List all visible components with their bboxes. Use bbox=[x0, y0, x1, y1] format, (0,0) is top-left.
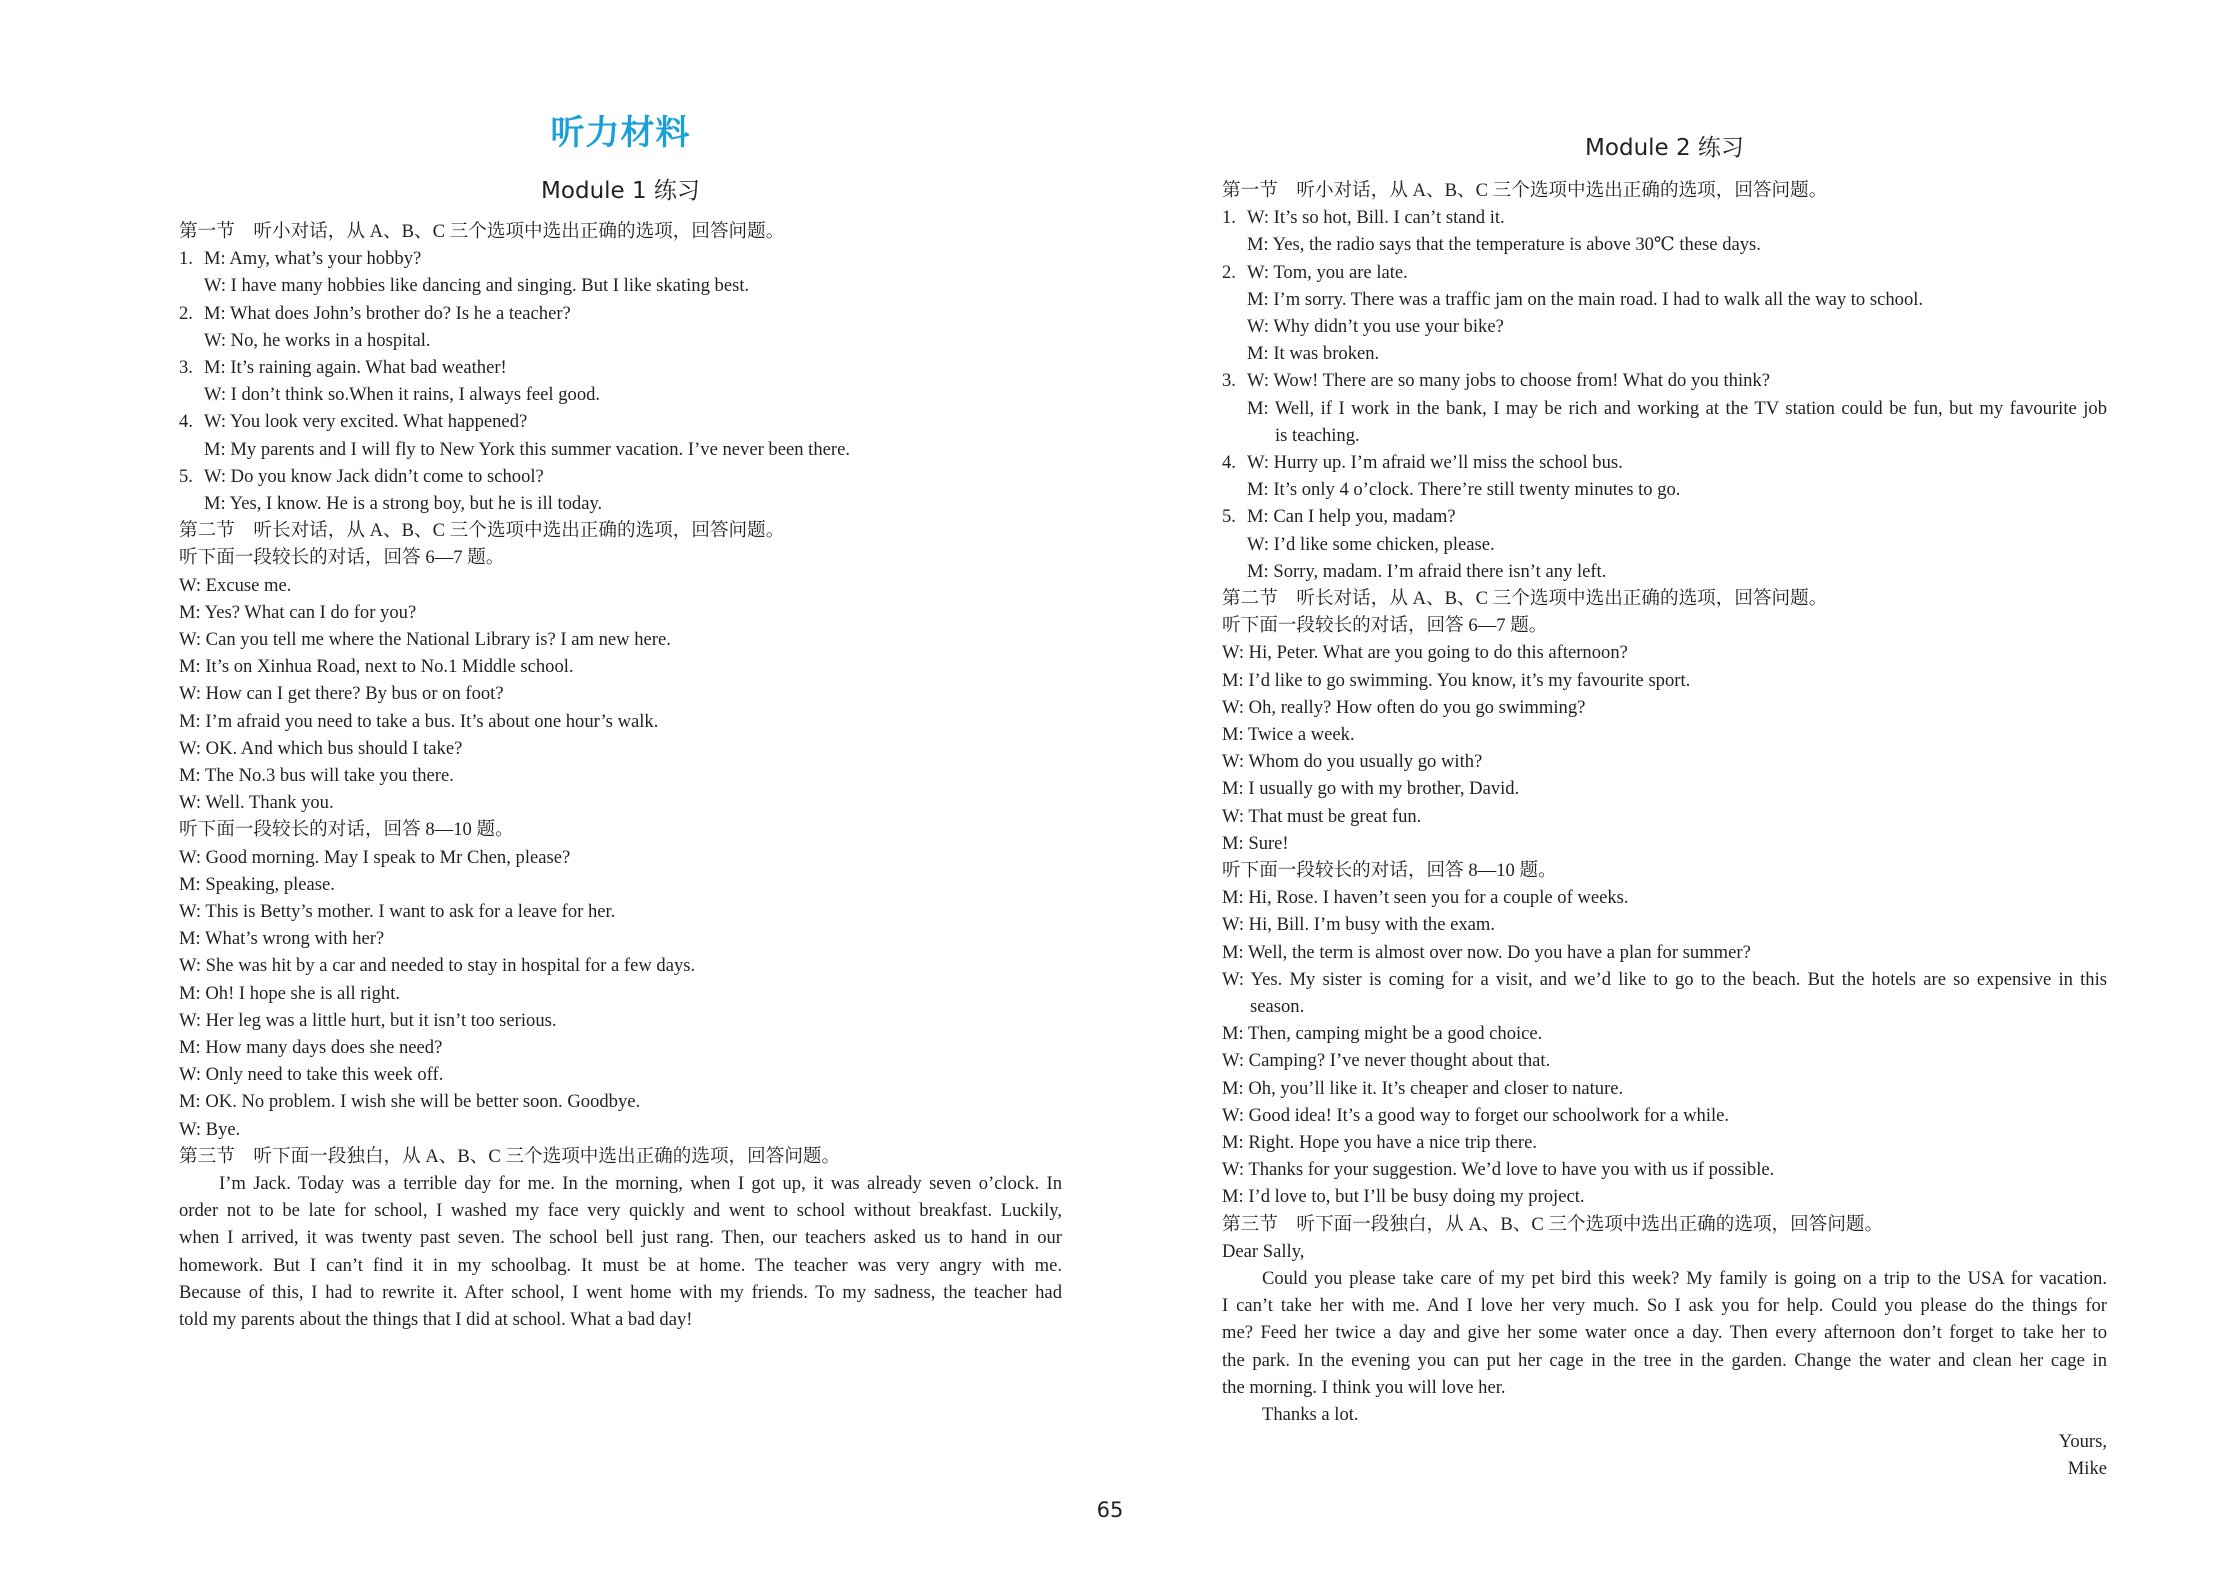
transcript-line bbox=[1222, 395, 2107, 422]
question-number: 1. bbox=[179, 248, 193, 270]
transcript-line bbox=[1222, 1102, 2107, 1129]
line-text: M: Speaking, please. bbox=[179, 873, 335, 895]
transcript-line bbox=[179, 327, 1062, 354]
line-text: 听下面一段较长的对话，回答 6—7 题。 bbox=[179, 547, 505, 569]
line-text: W: This is Betty’s mother. I want to ask for a leave for her. bbox=[179, 901, 616, 922]
transcript-line bbox=[1222, 1020, 2107, 1047]
line-text: M: I usually go with my brother, David. bbox=[1222, 778, 1520, 800]
transcript-line bbox=[179, 1116, 1062, 1143]
transcript-line bbox=[1222, 1129, 2107, 1156]
line-text: when I arrived, it was twenty past seven. The school bell just rang. Then, our teachers asked us to hand in our bbox=[179, 1227, 1062, 1249]
line-text: W: Yes. My sister is coming for a visit, and we’d like to go to the beach. But the hotels are so expensive in this bbox=[1222, 968, 2107, 990]
line-text: W: Hi, Bill. I’m busy with the exam. bbox=[1222, 914, 1496, 936]
line-text: M: Right. Hope you have a nice trip there. bbox=[1222, 1132, 1537, 1153]
transcript-line bbox=[179, 1061, 1062, 1088]
transcript-line bbox=[179, 1224, 1062, 1251]
transcript-line bbox=[1222, 340, 2107, 367]
transcript-line bbox=[1222, 748, 2107, 775]
transcript-line bbox=[179, 626, 1062, 653]
line-text: 第二节 听长对话，从 A、B、C 三个选项中选出正确的选项，回答问题。 bbox=[1222, 588, 1828, 609]
transcript-line bbox=[179, 354, 1062, 381]
question-number: 1. bbox=[1222, 207, 1236, 229]
line-text: M: Twice a week. bbox=[1222, 724, 1355, 745]
line-text: M: My parents and I will fly to New York this summer vacation. I’ve never been there. bbox=[204, 438, 850, 460]
transcript-line bbox=[179, 544, 1062, 571]
question-number: 5. bbox=[1222, 506, 1236, 528]
page-number: 65 bbox=[1096, 1498, 1124, 1522]
line-text: 第一节 听小对话，从 A、B、C 三个选项中选出正确的选项，回答问题。 bbox=[179, 221, 785, 242]
transcript-line bbox=[179, 735, 1062, 762]
transcript-line bbox=[1222, 449, 2107, 476]
transcript-line bbox=[179, 1306, 1062, 1333]
transcript-line bbox=[179, 572, 1062, 599]
transcript-line bbox=[179, 463, 1062, 490]
transcript-line bbox=[1222, 1075, 2107, 1102]
line-text: M: Amy, what’s your hobby? bbox=[204, 248, 422, 270]
line-text: W: Why didn’t you use your bike? bbox=[1247, 316, 1504, 337]
line-text: W: Hi, Peter. What are you going to do this afternoon? bbox=[1222, 642, 1628, 664]
line-text: M: Sorry, madam. I’m afraid there isn’t any left. bbox=[1247, 560, 1607, 582]
transcript-line bbox=[179, 1088, 1062, 1115]
module-2-heading: Module 2 练习 bbox=[1585, 135, 1744, 161]
line-text: Mike bbox=[2067, 1458, 2107, 1480]
transcript-line bbox=[179, 517, 1062, 544]
transcript-line bbox=[1222, 1156, 2107, 1183]
transcript-line bbox=[1222, 1211, 2107, 1238]
line-text: W: Camping? I’ve never thought about that. bbox=[1222, 1050, 1551, 1072]
line-text: M: Yes, I know. He is a strong boy, but he is ill today. bbox=[204, 493, 603, 514]
line-text: W: Excuse me. bbox=[179, 574, 292, 596]
line-text: 听下面一段较长的对话，回答 6—7 题。 bbox=[1222, 615, 1548, 637]
transcript-line bbox=[1222, 1238, 2107, 1265]
line-text: 第二节 听长对话，从 A、B、C 三个选项中选出正确的选项，回答问题。 bbox=[179, 520, 785, 542]
transcript-line bbox=[1222, 259, 2107, 286]
line-text: M: Then, camping might be a good choice. bbox=[1222, 1023, 1543, 1045]
line-text: M: It’s only 4 o’clock. There’re still twenty minutes to go. bbox=[1247, 479, 1681, 501]
line-text: W: Only need to take this week off. bbox=[179, 1064, 444, 1086]
transcript-line bbox=[179, 708, 1062, 735]
line-text: Thanks a lot. bbox=[1262, 1404, 1359, 1425]
transcript-line bbox=[1222, 966, 2107, 993]
question-number: 4. bbox=[179, 411, 193, 433]
transcript-line bbox=[179, 436, 1062, 463]
line-text: Dear Sally, bbox=[1222, 1240, 1305, 1262]
line-text: M: Yes? What can I do for you? bbox=[179, 601, 417, 623]
line-text: W: I don’t think so.When it rains, I always feel good. bbox=[204, 384, 601, 406]
transcript-line bbox=[179, 1034, 1062, 1061]
transcript-line bbox=[1222, 1292, 2107, 1319]
line-text: M: Oh! I hope she is all right. bbox=[179, 982, 401, 1004]
line-text: M: Sure! bbox=[1222, 832, 1289, 854]
question-number: 2. bbox=[179, 302, 193, 324]
line-text: 第一节 听小对话，从 A、B、C 三个选项中选出正确的选项，回答问题。 bbox=[1222, 180, 1828, 201]
line-text: order not to be late for school, I washed my face very quickly and went to school without breakfast. Luckily, bbox=[179, 1200, 1062, 1222]
line-text: W: Good morning. May I speak to Mr Chen, please? bbox=[179, 846, 571, 868]
line-text: W: How can I get there? By bus or on foot? bbox=[179, 683, 504, 705]
transcript-line bbox=[1222, 803, 2107, 830]
line-text: I can’t take her with me. And I love her very much. So I ask you for help. Could you please do the things for bbox=[1222, 1295, 2107, 1317]
transcript-line bbox=[1222, 558, 2107, 585]
transcript-line bbox=[179, 408, 1062, 435]
line-text: W: Her leg was a little hurt, but it isn’t too serious. bbox=[179, 1009, 557, 1031]
transcript-line bbox=[1222, 939, 2107, 966]
transcript-line bbox=[1222, 639, 2107, 666]
transcript-line bbox=[179, 1170, 1062, 1197]
line-text: M: The No.3 bus will take you there. bbox=[179, 765, 454, 786]
line-text: is teaching. bbox=[1275, 424, 1360, 446]
line-text: Because of this, I had to rewrite it. After school, I went home with my friends. To my sadness, the teacher had bbox=[179, 1281, 1062, 1303]
line-text: M: How many days does she need? bbox=[179, 1037, 443, 1058]
transcript-line bbox=[179, 381, 1062, 408]
transcript-line bbox=[179, 762, 1062, 789]
transcript-line bbox=[179, 1252, 1062, 1279]
transcript-line bbox=[1222, 1347, 2107, 1374]
transcript-line bbox=[179, 1279, 1062, 1306]
line-text: W: You look very excited. What happened? bbox=[204, 411, 528, 433]
line-text: W: Good idea! It’s a good way to forget our schoolwork for a while. bbox=[1222, 1104, 1730, 1126]
line-text: W: Do you know Jack didn’t come to school? bbox=[204, 465, 544, 487]
transcript-line bbox=[1222, 830, 2107, 857]
line-text: 第三节 听下面一段独白，从 A、B、C 三个选项中选出正确的选项，回答问题。 bbox=[1222, 1213, 1884, 1235]
line-text: Yours, bbox=[2058, 1431, 2107, 1453]
line-text: 听下面一段较长的对话，回答 8—10 题。 bbox=[179, 819, 514, 841]
line-text: W: Wow! There are so many jobs to choose from! What do you think? bbox=[1247, 370, 1770, 392]
line-text: M: Oh, you’ll like it. It’s cheaper and closer to nature. bbox=[1222, 1077, 1624, 1099]
line-text: W: Well. Thank you. bbox=[179, 792, 334, 814]
transcript-line bbox=[1222, 422, 2107, 449]
line-text: M: Well, if I work in the bank, I may be rich and working at the TV station could be fun, but my favourite job bbox=[1247, 397, 2107, 419]
transcript-line bbox=[1222, 313, 2107, 340]
transcript-line bbox=[1222, 612, 2107, 639]
transcript-line bbox=[1222, 884, 2107, 911]
line-text: me? Feed her twice a day and give her some water once a day. Then every afternoon don’t forget to take her to bbox=[1222, 1322, 2107, 1344]
transcript-line bbox=[1222, 231, 2107, 258]
line-text: M: It’s raining again. What bad weather! bbox=[204, 357, 507, 378]
transcript-line bbox=[1222, 1401, 2107, 1428]
transcript-line bbox=[1222, 531, 2107, 558]
transcript-line bbox=[179, 218, 1062, 245]
line-text: the morning. I think you will love her. bbox=[1222, 1376, 1506, 1398]
transcript-line bbox=[1222, 476, 2107, 503]
transcript-line bbox=[1222, 367, 2107, 394]
line-text: W: I have many hobbies like dancing and singing. But I like skating best. bbox=[204, 275, 750, 297]
question-number: 4. bbox=[1222, 452, 1236, 473]
transcript-line bbox=[1222, 503, 2107, 530]
transcript-line bbox=[179, 680, 1062, 707]
transcript-line bbox=[1222, 1265, 2107, 1292]
line-text: W: Thanks for your suggestion. We’d love to have you with us if possible. bbox=[1222, 1159, 1775, 1181]
line-text: W: Whom do you usually go with? bbox=[1222, 751, 1483, 773]
transcript-line bbox=[1222, 857, 2107, 884]
transcript-line bbox=[1222, 585, 2107, 612]
transcript-line bbox=[179, 844, 1062, 871]
transcript-line bbox=[1222, 204, 2107, 231]
line-text: homework. But I can’t find it in my schoolbag. It must be at home. The teacher was very angry with me. bbox=[179, 1254, 1062, 1276]
line-text: W: She was hit by a car and needed to stay in hospital for a few days. bbox=[179, 955, 696, 977]
transcript-line bbox=[1222, 993, 2107, 1020]
transcript-line bbox=[179, 871, 1062, 898]
line-text: 第三节 听下面一段独白，从 A、B、C 三个选项中选出正确的选项，回答问题。 bbox=[179, 1145, 841, 1167]
transcript-line bbox=[1222, 1455, 2107, 1482]
line-text: season. bbox=[1250, 996, 1305, 1017]
question-number: 2. bbox=[1222, 261, 1236, 283]
line-text: W: Oh, really? How often do you go swimming? bbox=[1222, 696, 1586, 718]
line-text: W: I’d like some chicken, please. bbox=[1247, 533, 1495, 555]
line-text: told my parents about the things that I did at school. What a bad day! bbox=[179, 1309, 693, 1330]
transcript-line bbox=[1222, 721, 2107, 748]
transcript-line bbox=[179, 1197, 1062, 1224]
transcript-line bbox=[1222, 177, 2107, 204]
line-text: W: Hurry up. I’m afraid we’ll miss the school bus. bbox=[1247, 452, 1623, 473]
module-1-heading: Module 1 练习 bbox=[541, 178, 700, 204]
transcript-line bbox=[179, 980, 1062, 1007]
line-text: W: Bye. bbox=[179, 1118, 241, 1140]
line-text: the park. In the evening you can put her cage in the tree in the garden. Change the water and clean her cage in bbox=[1222, 1349, 2107, 1371]
line-text: W: Tom, you are late. bbox=[1247, 261, 1408, 283]
transcript-line bbox=[179, 789, 1062, 816]
transcript-line bbox=[179, 653, 1062, 680]
line-text: 听下面一段较长的对话，回答 8—10 题。 bbox=[1222, 860, 1557, 881]
transcript-line bbox=[1222, 775, 2107, 802]
line-text: M: What’s wrong with her? bbox=[179, 928, 385, 950]
line-text: W: It’s so hot, Bill. I can’t stand it. bbox=[1247, 207, 1505, 229]
transcript-line bbox=[1222, 1374, 2107, 1401]
line-text: M: Yes, the radio says that the temperature is above 30℃ these days. bbox=[1247, 234, 1761, 256]
line-text: M: I’m sorry. There was a traffic jam on the main road. I had to walk all the way to school. bbox=[1247, 288, 1924, 310]
line-text: I’m Jack. Today was a terrible day for me. In the morning, when I got up, it was already seven o’clock. In bbox=[219, 1173, 1062, 1194]
page-title: 听力材料 bbox=[550, 113, 691, 153]
line-text: M: I’d love to, but I’ll be busy doing my project. bbox=[1222, 1186, 1585, 1208]
line-text: W: That must be great fun. bbox=[1222, 805, 1422, 827]
transcript-line bbox=[179, 490, 1062, 517]
line-text: M: It’s on Xinhua Road, next to No.1 Middle school. bbox=[179, 656, 574, 678]
line-text: M: It was broken. bbox=[1247, 343, 1380, 365]
transcript-line bbox=[1222, 286, 2107, 313]
line-text: M: OK. No problem. I wish she will be better soon. Goodbye. bbox=[179, 1091, 641, 1113]
transcript-line bbox=[1222, 1319, 2107, 1346]
transcript-line bbox=[179, 272, 1062, 299]
transcript-line bbox=[179, 816, 1062, 843]
line-text: W: Can you tell me where the National Library is? I am new here. bbox=[179, 629, 671, 650]
line-text: Could you please take care of my pet bird this week? My family is going on a trip to the USA for vacation. bbox=[1262, 1268, 2107, 1289]
line-text: W: No, he works in a hospital. bbox=[204, 329, 431, 351]
transcript-line bbox=[1222, 1183, 2107, 1210]
transcript-line bbox=[179, 952, 1062, 979]
line-text: M: What does John’s brother do? Is he a teacher? bbox=[204, 302, 571, 324]
transcript-line bbox=[1222, 667, 2107, 694]
question-number: 3. bbox=[1222, 370, 1236, 392]
line-text: M: Well, the term is almost over now. Do you have a plan for summer? bbox=[1222, 941, 1751, 963]
transcript-line bbox=[179, 245, 1062, 272]
transcript-line bbox=[179, 925, 1062, 952]
line-text: M: I’m afraid you need to take a bus. It’s about one hour’s walk. bbox=[179, 710, 659, 732]
transcript-line bbox=[179, 300, 1062, 327]
transcript-line bbox=[1222, 1047, 2107, 1074]
transcript-line bbox=[179, 898, 1062, 925]
transcript-line bbox=[179, 1007, 1062, 1034]
transcript-line bbox=[179, 599, 1062, 626]
line-text: W: OK. And which bus should I take? bbox=[179, 737, 463, 759]
line-text: M: Hi, Rose. I haven’t seen you for a couple of weeks. bbox=[1222, 887, 1629, 909]
transcript-line bbox=[1222, 694, 2107, 721]
line-text: M: I’d like to go swimming. You know, it’s my favourite sport. bbox=[1222, 669, 1691, 691]
transcript-line bbox=[1222, 911, 2107, 938]
transcript-line bbox=[1222, 1428, 2107, 1455]
transcript-line bbox=[179, 1143, 1062, 1170]
question-number: 5. bbox=[179, 465, 193, 487]
line-text: M: Can I help you, madam? bbox=[1247, 506, 1456, 528]
question-number: 3. bbox=[179, 357, 193, 378]
